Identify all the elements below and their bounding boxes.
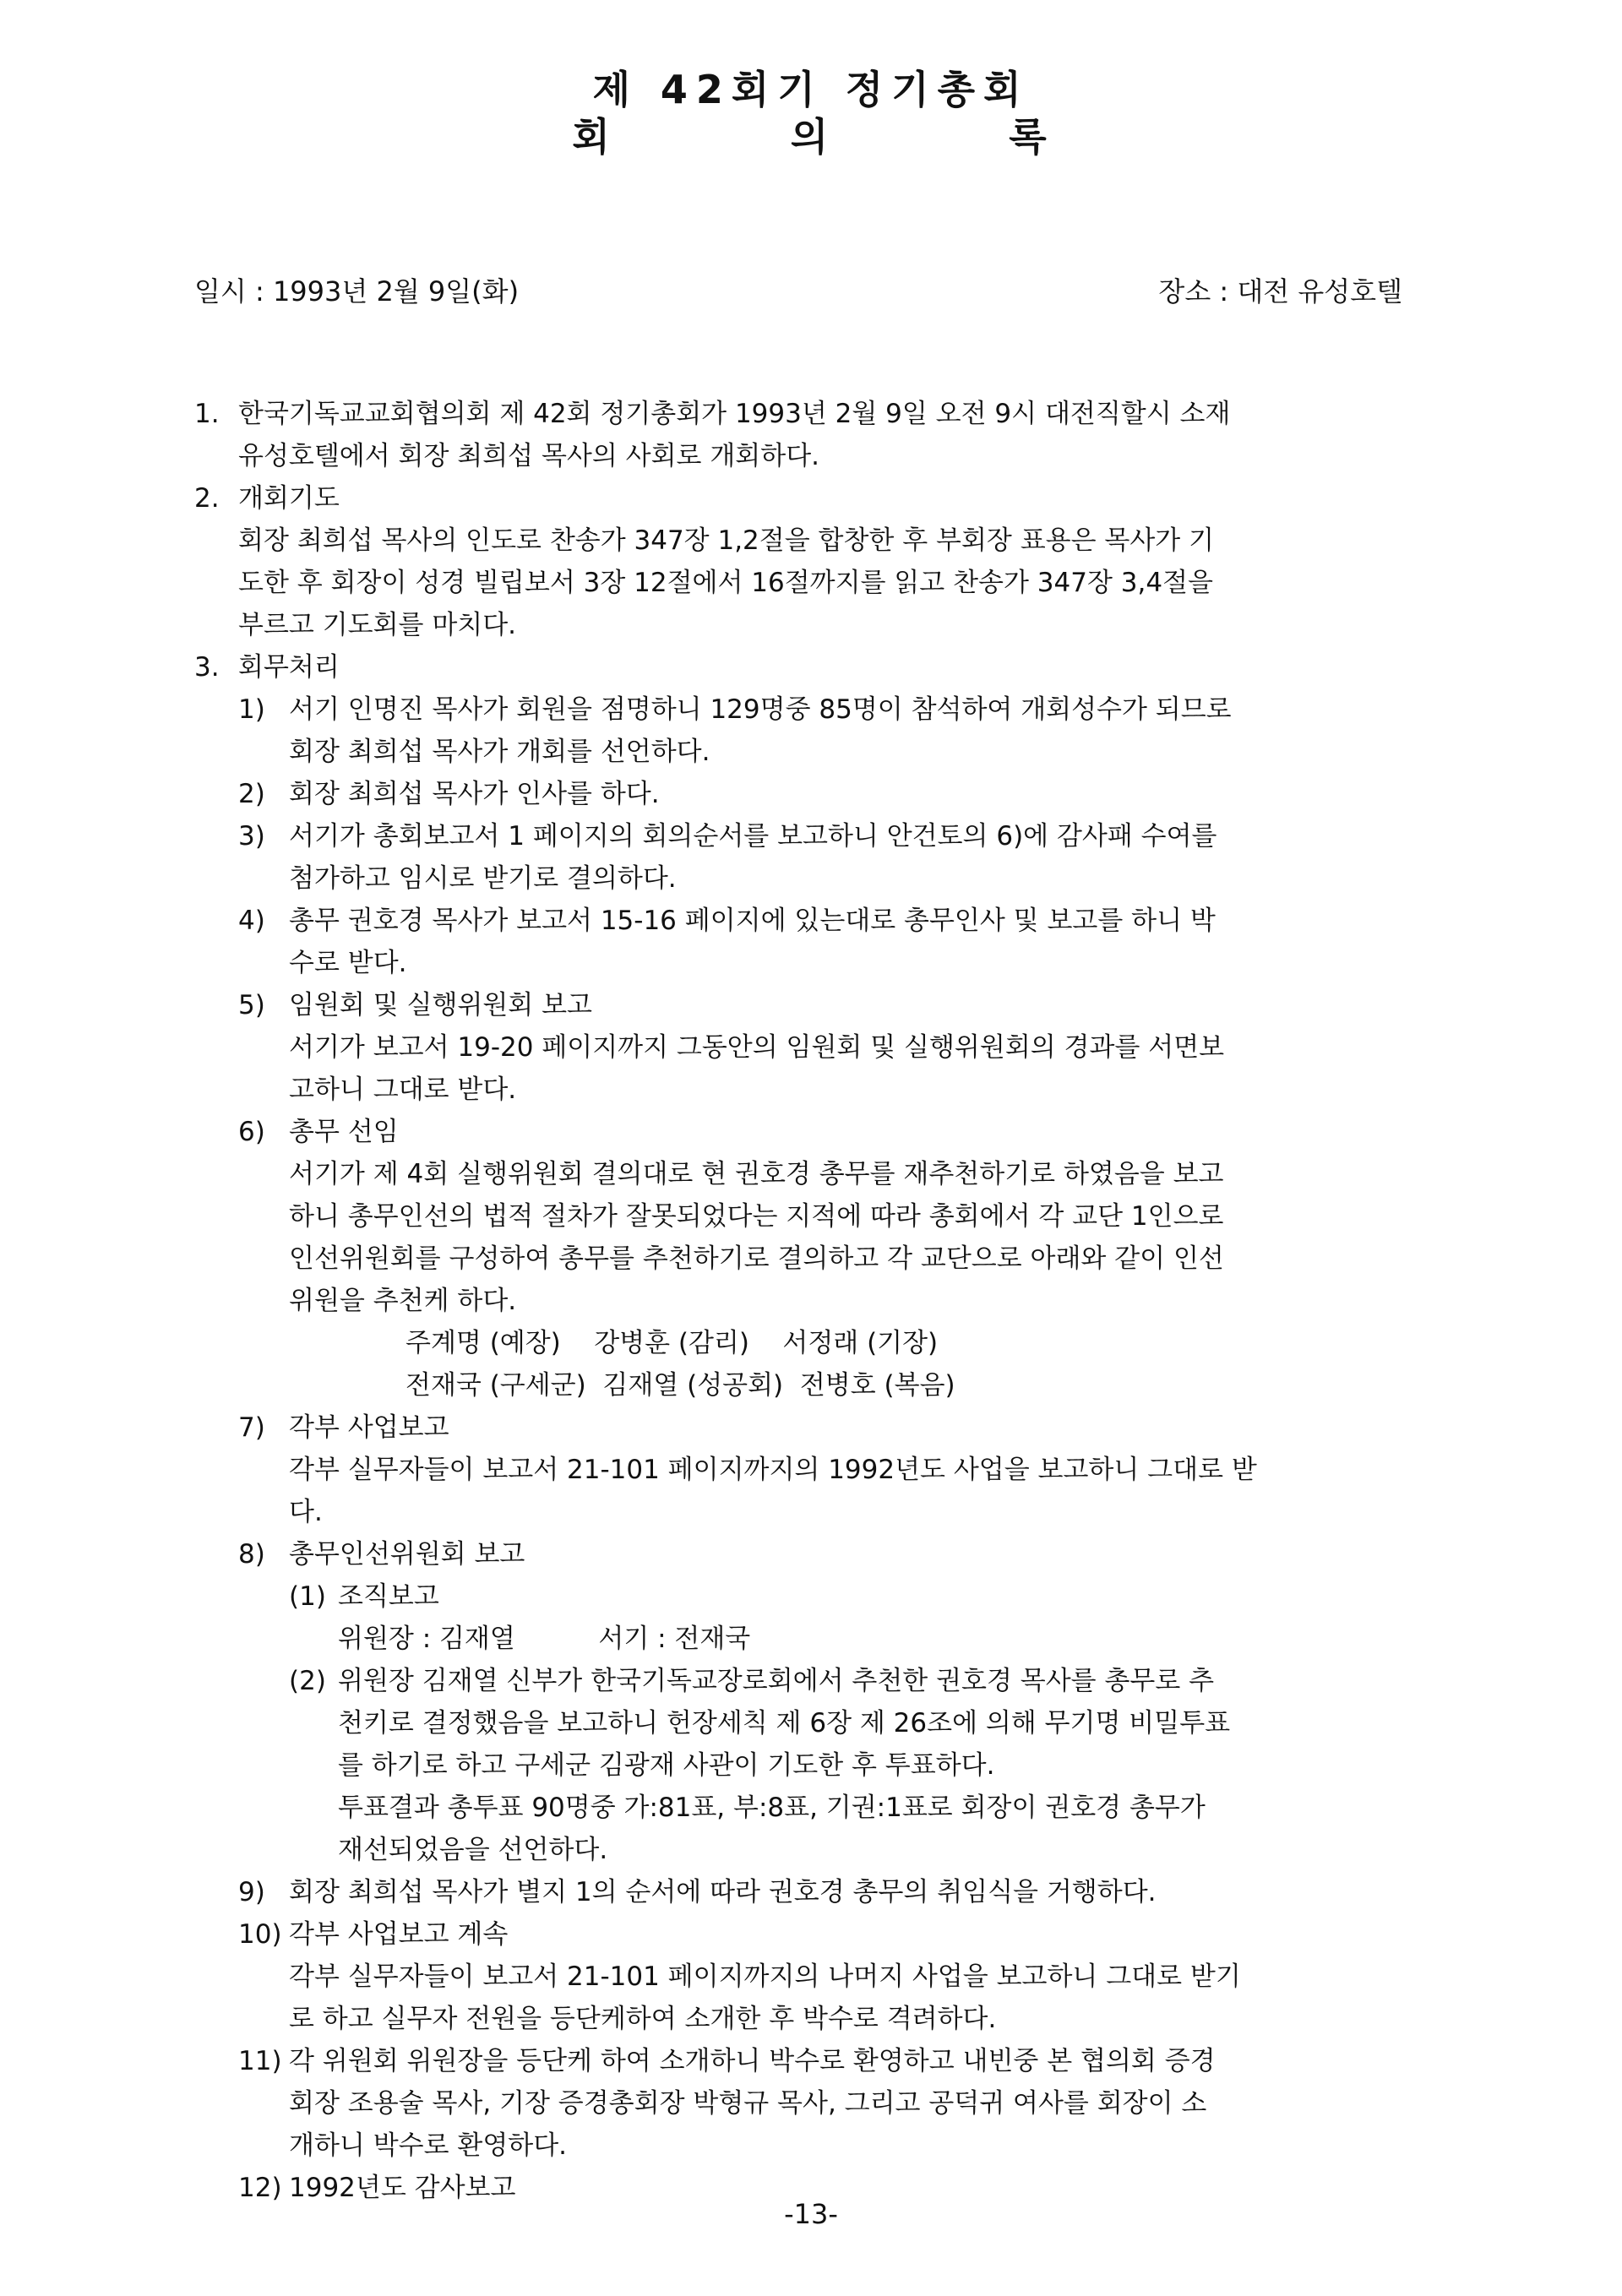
item-heading: 회무처리 [238,652,340,683]
subitem-number: 3) [238,821,265,851]
subitem-4 [194,900,1419,942]
subitem-text: 각 위원회 위원장을 등단케 하여 소개하니 박수로 환영하고 내빈중 본 협의회 증경 [289,2046,1216,2076]
subitem-text: 회장 최희섭 목사가 별지 1의 순서에 따라 권호경 총무의 취임식을 거행하다. [289,1877,1157,1907]
subitem-text: 서기가 총회보고서 1 페이지의 회의순서를 보고하니 안건토의 6)에 감사패 수여를 [289,821,1217,851]
paragraph-number: (2) [289,1666,326,1696]
item-number: 1. [194,399,220,429]
subitem-number: 4) [238,906,265,936]
page-number: -13- [784,2198,838,2230]
subitem-text: 인선위원회를 구성하여 총무를 추천하기로 결의하고 각 교단으로 아래와 같이 인선 [289,1243,1224,1274]
subitem-text: 서기가 제 4회 실행위원회 결의대로 현 권호경 총무를 재추천하기로 하였음을 보고 [289,1159,1224,1189]
subitem-text: 로 하고 실무자 전원을 등단케하여 소개한 후 박수로 격려하다. [289,2004,997,2034]
paragraph-2 [194,1660,1419,1702]
subitem-text: 서기 인명진 목사가 회원을 점명하니 129명중 85명이 참석하여 개회성수가 되므로 [289,694,1232,725]
committee-members-row-1: 주계명 (예장) 강병훈 (감리) 서정래 (기장) [406,1328,939,1358]
paragraph-text: 투표결과 총투표 90명중 가:81표, 부:8표, 기권:1표로 회장이 권호경 총무가 [338,1793,1206,1823]
subitem-text-continued: 회장 최희섭 목사가 개회를 선언하다. [289,737,710,767]
subitem-text-continued: 수로 받다. [289,948,407,978]
subitem-text: 회장 최희섭 목사가 인사를 하다. [289,779,660,809]
subitem-number: 10) [238,1919,282,1950]
subitem-text: 서기가 보고서 19-20 페이지까지 그동안의 임원회 및 실행위원회의 경과를 서면보 [289,1032,1225,1063]
subitem-text: 1992년도 감사보고 [289,2173,516,2203]
subitem-heading: 총무인선위원회 보고 [289,1539,525,1570]
paragraph-text: 천키로 결정했음을 보고하니 헌장세칙 제 6장 제 26조에 의해 무기명 비밀투표 [338,1708,1231,1738]
subitem-text-continued: 회장 조용술 목사, 기장 증경총회장 박형규 목사, 그리고 공덕귀 여사를 회장이 소 [289,2088,1207,2119]
subitem-text-continued: 첨가하고 임시로 받기로 결의하다. [289,863,677,894]
paragraph-text: 재선되었음을 선언하다. [338,1835,608,1865]
organization-report: 위원장 : 김재열 서기 : 전재국 [338,1624,751,1654]
item-text-continued: 유성호텔에서 회장 최희섭 목사의 사회로 개회하다. [238,441,819,471]
item-text: 부르고 기도회를 마치다. [238,610,517,640]
item-1 [194,393,1419,435]
item-text: 회장 최희섭 목사의 인도로 찬송가 347장 1,2절을 합창한 후 부회장 표용은 목사가 기 [238,525,1215,556]
subitem-text-continued: 개하니 박수로 환영하다. [289,2130,568,2161]
subitem-text: 하니 총무인선의 법적 절차가 잘못되었다는 지적에 따라 총회에서 각 교단 1인으로 [289,1201,1224,1232]
item-number: 3. [194,652,220,683]
item-heading: 개회기도 [238,483,340,514]
item-text: 도한 후 회장이 성경 빌립보서 3장 12절에서 16절까지를 읽고 찬송가 347장 3,4절을 [238,568,1213,598]
meeting-info [194,270,1402,313]
subitem-heading: 임원회 및 실행위원회 보고 [289,990,592,1020]
subitem-3 [194,815,1419,857]
meeting-place: 장소 : 대전 유성호텔 [1158,275,1402,307]
subitem-5 [194,984,1419,1026]
subitem-number: 6) [238,1117,265,1147]
subitem-heading: 총무 선임 [289,1117,399,1147]
subitem-7 [194,1406,1419,1449]
document-title [0,66,1622,161]
subitem-10 [194,1913,1419,1956]
subitem-number: 12) [238,2173,282,2203]
subitem-number: 2) [238,779,265,809]
subitem-heading: 각부 사업보고 계속 [289,1919,509,1950]
subitem-text: 각부 실무자들이 보고서 21-101 페이지까지의 나머지 사업을 보고하니 그대로 받기 [289,1961,1241,1992]
paragraph-text: 를 하기로 하고 구세군 김광재 사관이 기도한 후 투표하다. [338,1750,995,1781]
subitem-number: 5) [238,990,265,1020]
subitem-text: 총무 권호경 목사가 보고서 15-16 페이지에 있는대로 총무인사 및 보고를 하니 박 [289,906,1216,936]
paragraph-heading: 조직보고 [338,1581,439,1612]
subitem-6 [194,1111,1419,1153]
subitem-number: 1) [238,694,265,725]
subitem-heading: 각부 사업보고 [289,1412,449,1443]
subitem-number: 9) [238,1877,265,1907]
subitem-number: 8) [238,1539,265,1570]
subitem-11 [194,2040,1419,2082]
subitem-text: 위원을 추천케 하다. [289,1286,517,1316]
title-session: 제 42회기 정기총회 [592,67,1030,112]
item-2 [194,477,1419,520]
subitem-text: 다. [289,1497,323,1527]
minutes-body [194,393,1419,2209]
subitem-9 [194,1871,1419,1913]
paragraph-text: 위원장 김재열 신부가 한국기독교장로회에서 추천한 권호경 목사를 총무로 추 [338,1666,1215,1696]
item-number: 2. [194,483,220,514]
item-text: 한국기독교교회협의회 제 42회 정기총회가 1993년 2월 9일 오전 9시 대전직할시 소재 [238,399,1231,429]
paragraph-number: (1) [289,1581,326,1612]
subitem-text: 각부 실무자들이 보고서 21-101 페이지까지의 1992년도 사업을 보고하니 그대로 받 [289,1455,1257,1485]
subitem-number: 11) [238,2046,282,2076]
subitem-1 [194,688,1419,731]
item-3 [194,646,1419,688]
subitem-8 [194,1533,1419,1575]
subitem-number: 7) [238,1412,265,1443]
paragraph-1 [194,1575,1419,1618]
subitem-text: 고하니 그대로 받다. [289,1075,517,1105]
meeting-date: 일시 : 1993년 2월 9일(화) [194,275,520,307]
subitem-2 [194,773,1419,815]
committee-members-row-2: 전재국 (구세군) 김재열 (성공회) 전병호 (복음) [406,1370,955,1401]
title-minutes: 회 의 록 [572,114,1050,160]
